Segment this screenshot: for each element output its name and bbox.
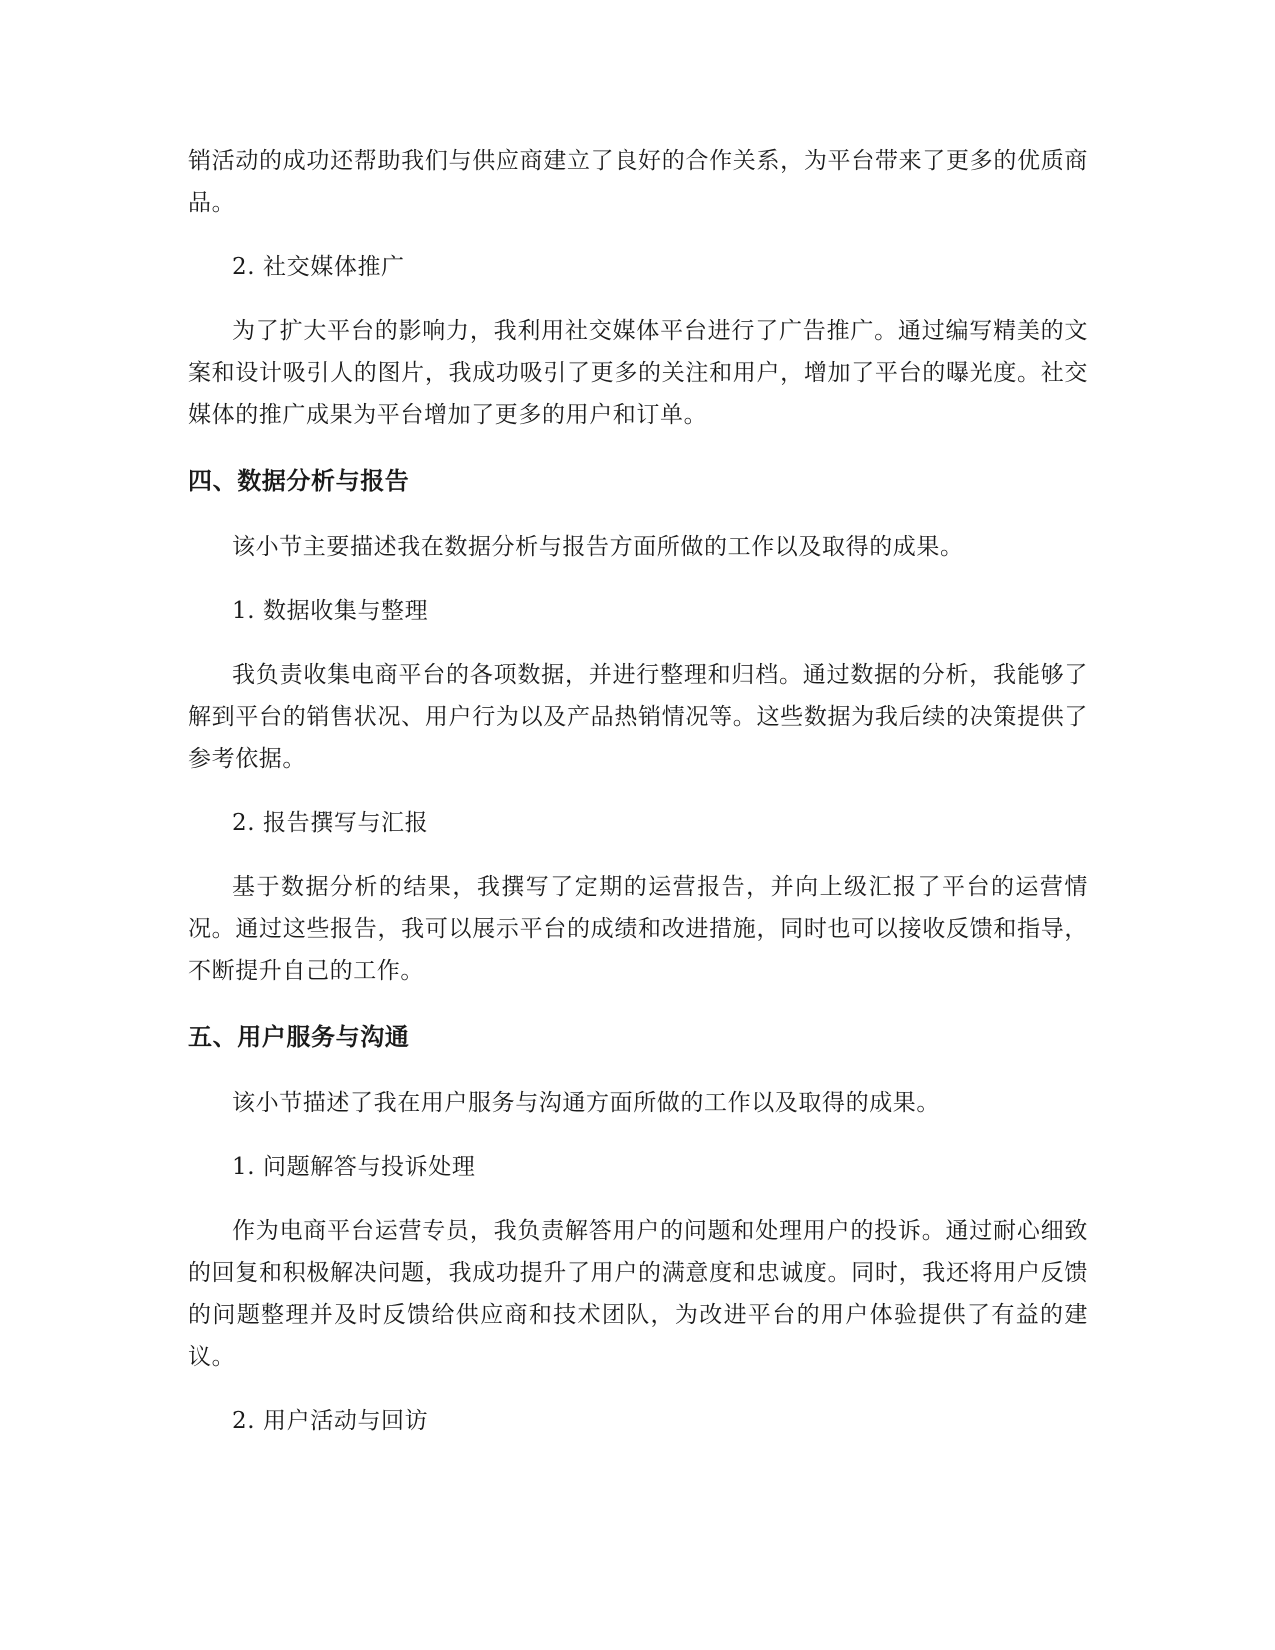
paragraph-user-intro: 该小节描述了我在用户服务与沟通方面所做的工作以及取得的成果。	[232, 1090, 940, 1116]
list-item-report: 2. 报告撰写与汇报	[232, 810, 429, 836]
list-item-social-media: 2. 社交媒体推广	[232, 254, 405, 280]
paragraph-data-collection: 我负责收集电商平台的各项数据，并进行整理和归档。通过数据的分析，我能够了解到平台的销售状况、用户行为以及产品热销情况等。这些数据为我后续的决策提供了参考依据。	[188, 662, 1088, 772]
paragraph-report: 基于数据分析的结果，我撰写了定期的运营报告，并向上级汇报了平台的运营情况。通过这些报告，我可以展示平台的成绩和改进措施，同时也可以接收反馈和指导，不断提升自己的工作。	[188, 874, 1088, 984]
paragraph-complaint: 作为电商平台运营专员，我负责解答用户的问题和处理用户的投诉。通过耐心细致的回复和积极解决问题，我成功提升了用户的满意度和忠诚度。同时，我还将用户反馈的问题整理并及时反馈给供应商和技术团队，为改进平台的用户体验提供了有益的建议。	[188, 1218, 1088, 1370]
heading-user-service: 五、用户服务与沟通	[188, 1023, 410, 1051]
heading-data-analysis: 四、数据分析与报告	[188, 467, 410, 495]
list-item-user-activity: 2. 用户活动与回访	[232, 1408, 429, 1434]
document-page	[188, 140, 1088, 1442]
list-item-complaint: 1. 问题解答与投诉处理	[232, 1154, 476, 1180]
paragraph-promo-continued: 销活动的成功还帮助我们与供应商建立了良好的合作关系，为平台带来了更多的优质商品。	[188, 148, 1088, 216]
paragraph-social-media: 为了扩大平台的影响力，我利用社交媒体平台进行了广告推广。通过编写精美的文案和设计吸引人的图片，我成功吸引了更多的关注和用户，增加了平台的曝光度。社交媒体的推广成果为平台增加了更多的用户和订单。	[188, 318, 1088, 428]
paragraph-data-intro: 该小节主要描述我在数据分析与报告方面所做的工作以及取得的成果。	[232, 534, 964, 560]
list-item-data-collection: 1. 数据收集与整理	[232, 598, 429, 624]
